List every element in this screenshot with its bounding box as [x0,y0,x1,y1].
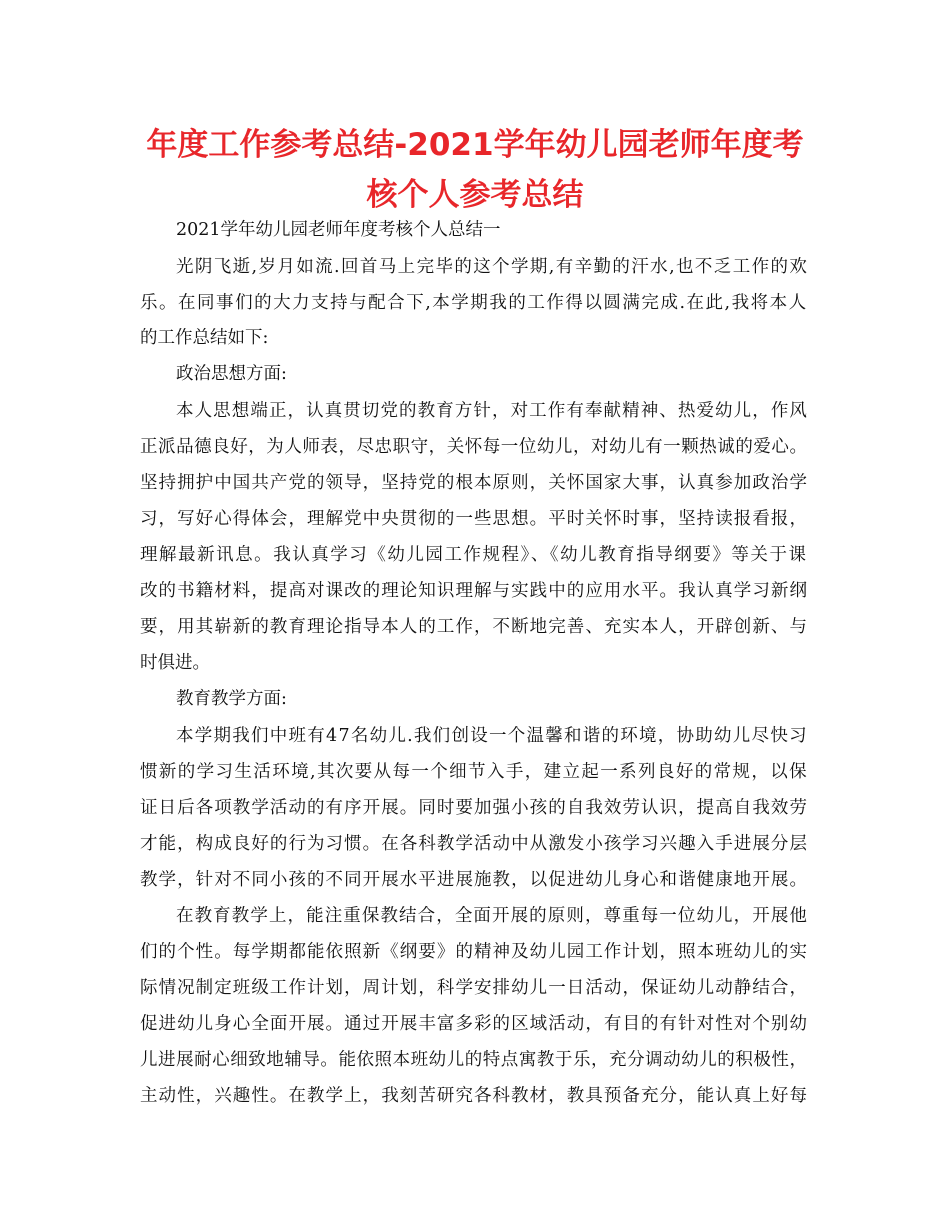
body-line: 理解最新讯息。我认真学习《幼儿园工作规程》、《幼儿教育指导纲要》等关于课 [140,545,808,565]
body-line: 政治思想方面: [176,364,287,384]
title-line-2: 核个人参考总结 [366,177,584,213]
body-line: 正派品德良好，为人师表，尽忠职守，关怀每一位幼儿，对幼儿有一颗热诚的爱心。 [140,437,808,457]
document-title [120,120,830,220]
body-line: 在教育教学上，能注重保教结合，全面开展的原则，尊重每一位幼儿，开展他 [176,906,808,926]
body-line: 时俱进。 [140,653,210,673]
body-line: 本学期我们中班有47名幼儿.我们创设一个温馨和谐的环境，协助幼儿尽快习 [176,726,808,746]
body-line: 本人思想端正，认真贯切党的教育方针，对工作有奉献精神、热爱幼儿，作风 [176,401,808,421]
body-line: 们的个性。每学期都能依照新《纲要》的精神及幼儿园工作计划，照本班幼儿的实 [140,942,808,962]
body-line: 乐。在同事们的大力支持与配合下,本学期我的工作得以圆满完成.在此,我将本人 [140,293,808,313]
body-line: 光阴飞逝,岁月如流.回首马上完毕的这个学期,有辛勤的汗水,也不乏工作的欢 [176,257,809,277]
body-line: 教学，针对不同小孩的不同开展水平进展施教，以促进幼儿身心和谐健康地开展。 [140,870,808,890]
body-line: 要，用其崭新的教育理论指导本人的工作，不断地完善、充实本人，开辟创新、与 [140,617,808,637]
title-line-1: 年度工作参考总结-2021学年幼儿园老师年度考 [146,127,804,163]
body-line: 坚持拥护中国共产党的领导，坚持党的根本原则，关怀国家大事，认真参加政治学 [140,473,808,493]
body-line: 惯新的学习生活环境,其次要从每一个细节入手，建立起一系列良好的常规，以保 [140,762,809,782]
body-line: 习，写好心得体会，理解党中央贯彻的一些思想。平时关怀时事，坚持读报看报， [140,509,808,529]
body-line: 儿进展耐心细致地辅导。能依照本班幼儿的特点寓教于乐，充分调动幼儿的积极性， [140,1050,808,1070]
body-line: 才能，构成良好的行为习惯。在各科教学活动中从激发小孩学习兴趣入手进展分层 [140,834,808,854]
body-line: 际情况制定班级工作计划，周计划，科学安排幼儿一日活动，保证幼儿动静结合， [140,978,808,998]
body-line: 2021学年幼儿园老师年度考核个人总结一 [176,220,501,240]
body-line: 主动性，兴趣性。在教学上，我刻苦研究各科教材，教具预备充分，能认真上好每 [140,1086,808,1106]
body-line: 的工作总结如下: [140,328,269,348]
body-line: 证日后各项教学活动的有序开展。同时要加强小孩的自我效劳认识，提高自我效劳 [140,798,808,818]
body-line: 改的书籍材料，提高对课改的理论知识理解与实践中的应用水平。我认真学习新纲 [140,581,808,601]
body-line: 促进幼儿身心全面开展。通过开展丰富多彩的区域活动，有目的有针对性对个别幼 [140,1014,808,1034]
body-line: 教育教学方面: [176,689,287,709]
